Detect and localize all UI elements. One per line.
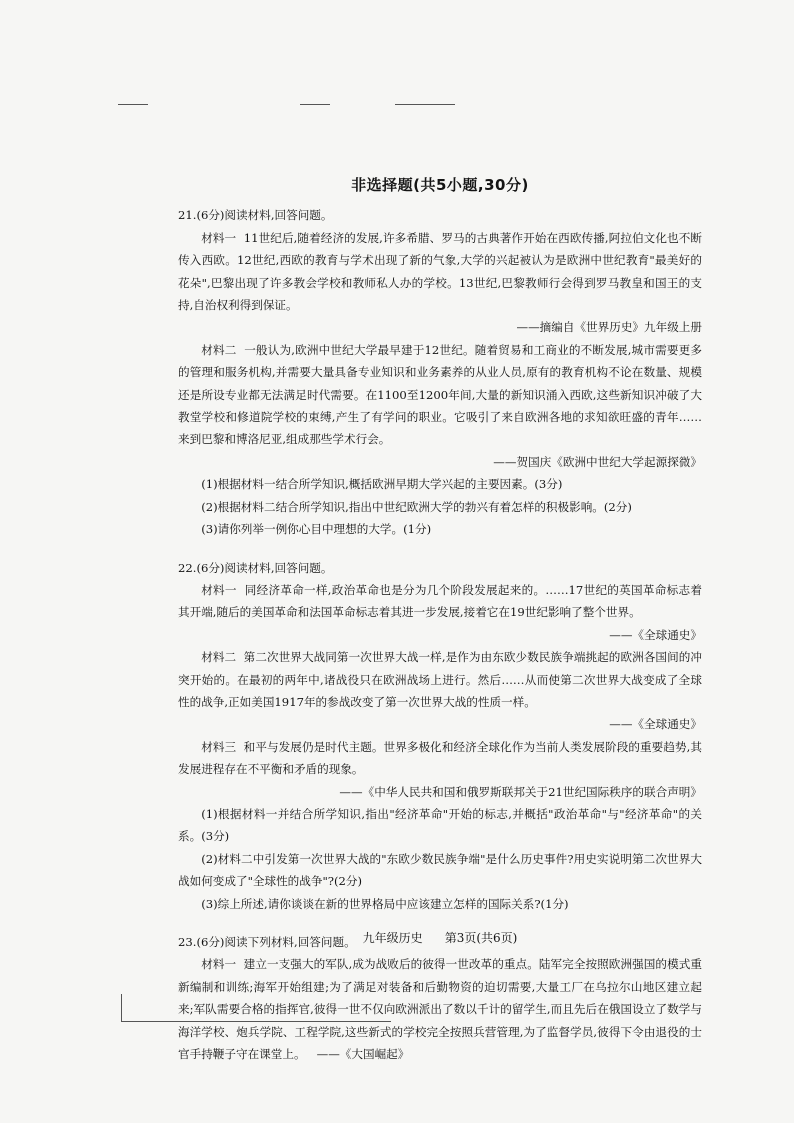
material-paragraph: [178, 736, 702, 781]
scan-mark: [395, 104, 455, 105]
question-head: 22.(6分)阅读材料,回答问题。: [178, 560, 333, 575]
page-footer: [178, 929, 702, 946]
question-23: [178, 931, 702, 1065]
material-paragraph: [178, 227, 702, 317]
material-text: 和平与发展仍是时代主题。世界多极化和经济全球化作为当前人类发展阶段的重要趋势,其发展进程存在不平衡和矛盾的现象。: [178, 739, 702, 777]
material-text: 11世纪后,随着经济的发展,许多希腊、罗马的古典著作开始在西欧传播,阿拉伯文化也不断传入西欧。12世纪,西欧的教育与学术出现了新的气象,大学的兴起被认为是欧洲中世纪教育"最美好的花朵",巴黎出现了许多教会学校和教师私人办的学校。13世纪,巴黎教师行会得到罗马教皇和国王的支持,自治权利得到保证。: [178, 230, 702, 313]
material-label: 材料三: [201, 739, 237, 754]
material-text: 第二次世界大战同第一次世界大战一样,是作为由东欧少数民族争端挑起的欧洲各国间的冲突开始的。在最初的两年中,诸战役只在欧洲战场上进行。然后……从而使第二次世界大战变成了全球性的战争,正如美国1917年的参战改变了第一次世界大战的性质一样。: [178, 650, 702, 709]
material-source: ——贺国庆《欧洲中世纪大学起源探微》: [493, 454, 702, 469]
question-22: [178, 557, 702, 916]
sub-question: (2)根据材料二结合所学知识,指出中世纪欧洲大学的勃兴有着怎样的积极影响。(2分): [201, 499, 632, 514]
question-head: 23.(6分)阅读下列材料,回答问题。: [178, 935, 356, 949]
question-head: 21.(6分)阅读材料,回答问题。: [178, 208, 333, 223]
material-source: ——《大国崛起》: [316, 1047, 410, 1062]
material-paragraph: [178, 646, 702, 713]
scan-mark: [118, 104, 148, 105]
material-source: ——《全球通史》: [609, 627, 702, 642]
material-paragraph: [178, 579, 702, 624]
material-text: 建立一支强大的军队,成为战败后的彼得一世改革的重点。陆军完全按照欧洲强国的模式重新编制和训练;海军开始组建;为了满足对装备和后勤物资的迫切需要,大量工厂在乌拉尔山地区建立起来;军队需要合格的指挥官,彼得一世不仅向欧洲派出了数以千计的留学生,而且先后在俄国设立了数学与海洋学校、炮兵学院、工程学院,这些新式的学校完全按照兵营管理,为了监督学员,彼得下令由退役的士官手持鞭子守在课堂上。: [178, 957, 702, 1062]
material-label: 材料二: [201, 650, 237, 665]
sub-question: (1)根据材料一结合所学知识,概括欧洲早期大学兴起的主要因素。(3分): [201, 477, 563, 492]
material-source: ——《全球通史》: [609, 717, 702, 732]
scan-mark: [300, 104, 330, 105]
material-label: 材料一: [201, 957, 237, 972]
section-title: 非选择题(共5小题,30分): [351, 176, 529, 194]
sub-question: (2)材料二中引发第一次世界大战的"东欧少数民族争端"是什么历史事件?用史实说明第二次世界大战如何变成了"全球性的战争"?(2分): [178, 851, 702, 889]
material-label: 材料一: [201, 230, 237, 245]
material-paragraph: [178, 953, 702, 1065]
material-label: 材料一: [201, 582, 237, 597]
scan-mark: [121, 994, 122, 1022]
material-text: 同经济革命一样,政治革命也是分为几个阶段发展起来的。……17世纪的英国革命标志着其开端,随后的美国革命和法国革命标志着其进一步发展,接着它在19世纪影响了整个世界。: [178, 582, 702, 620]
material-source: ——摘编自《世界历史》九年级上册: [516, 320, 702, 335]
question-21: [178, 204, 702, 540]
sub-question: (3)综上所述,请你谈谈在新的世界格局中应该建立怎样的国际关系?(1分): [201, 896, 569, 911]
material-text: 一般认为,欧洲中世纪大学最早建于12世纪。随着贸易和工商业的不断发展,城市需要更多的管理和服务机构,并需要大量具备专业知识和业务素养的从业人员,原有的教育机构不论在数量、规模还是所设专业都无法满足时代需要。在1100至1200年间,大量的新知识涌入西欧,这些新知识冲破了大教堂学校和修道院学校的束缚,产生了有学问的职业。它吸引了来自欧洲各地的求知欲旺盛的青年……来到巴黎和博洛尼亚,组成那些学术行会。: [178, 342, 702, 447]
footer-page-number: 第3页(共6页): [444, 931, 518, 945]
sub-question: (1)根据材料一并结合所学知识,指出"经济革命"开始的标志,并概括"政治革命"与"经济革命"的关系。(3分): [178, 806, 702, 844]
material-source: ——《中华人民共和国和俄罗斯联邦关于21世纪国际秩序的联合声明》: [339, 784, 702, 799]
footer-subject: 九年级历史: [362, 931, 423, 945]
material-paragraph: [178, 339, 702, 451]
material-label: 材料二: [201, 342, 237, 357]
sub-question: (3)请你列举一例你心目中理想的大学。(1分): [201, 522, 432, 537]
